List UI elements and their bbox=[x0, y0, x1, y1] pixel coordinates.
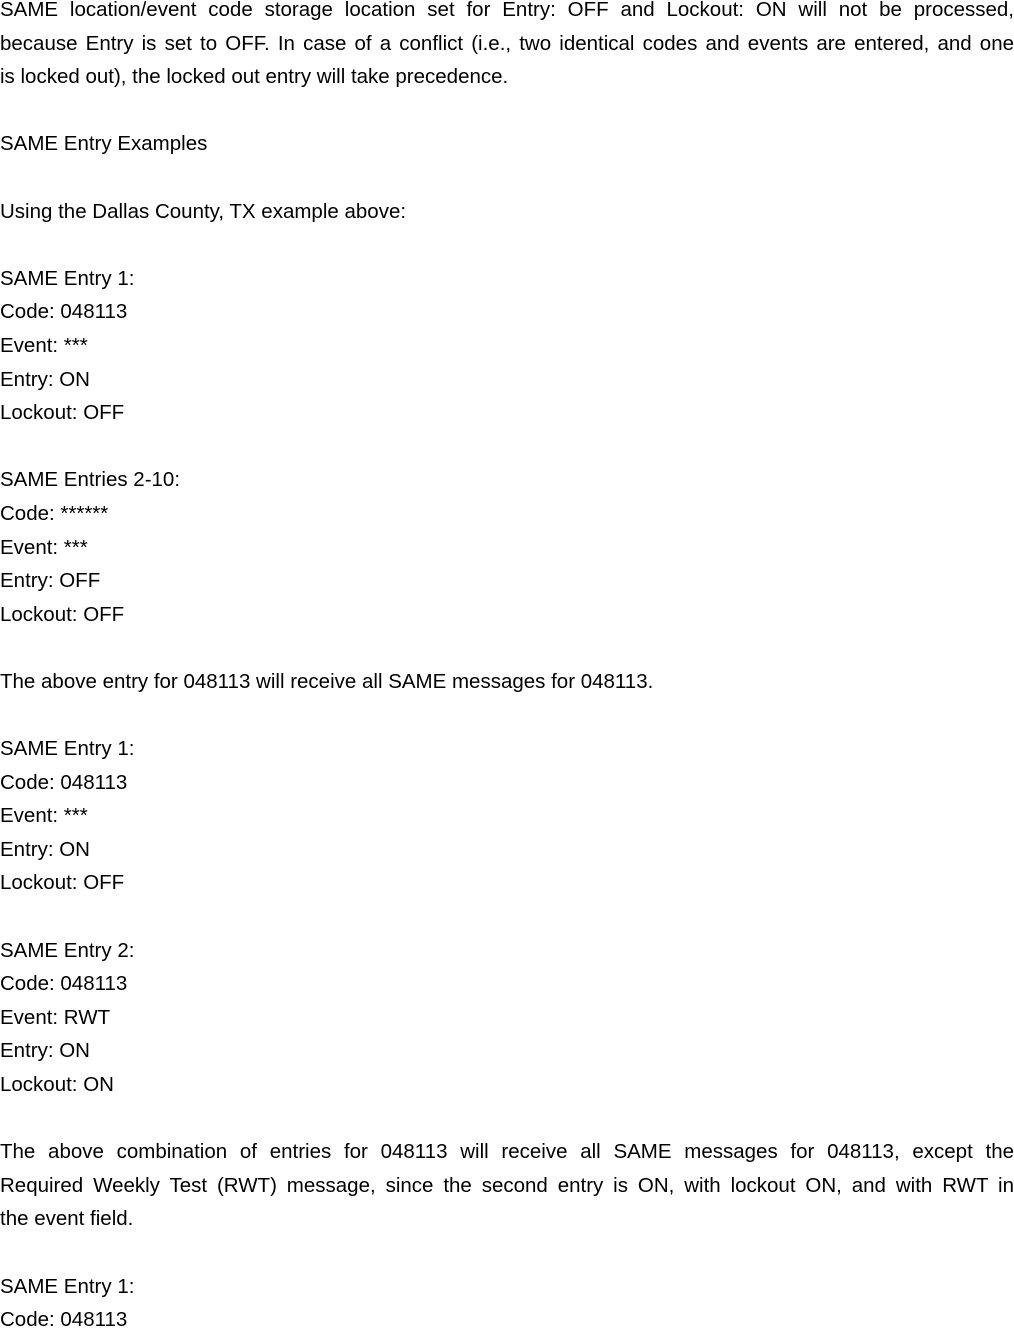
spacer bbox=[0, 228, 1014, 262]
spacer bbox=[0, 900, 1014, 934]
entry-state: Entry: ON bbox=[0, 367, 90, 391]
entry-state: Entry: OFF bbox=[0, 569, 101, 593]
entry-event: Event: *** bbox=[0, 535, 88, 559]
lead-sentence: Using the Dallas County, TX example above: bbox=[0, 199, 407, 223]
entry-heading: SAME Entries 2-10: bbox=[0, 468, 181, 492]
intro-paragraph-line: is locked out), the locked out entry will take precedence. bbox=[0, 65, 509, 89]
entry-code: Code: 048113 bbox=[0, 770, 128, 794]
entry-code: Code: 048113 bbox=[0, 300, 128, 324]
example2-summary-line: The above combination of entries for 048113 will receive all SAME messages for 048113, except the bbox=[0, 1140, 1014, 1164]
entry-code: Code: 048113 bbox=[0, 1308, 128, 1332]
spacer bbox=[0, 1102, 1014, 1136]
entry-lockout: Lockout: OFF bbox=[0, 602, 125, 626]
spacer bbox=[0, 698, 1014, 732]
entry-state: Entry: ON bbox=[0, 837, 90, 861]
example2-entry1-block bbox=[0, 732, 1014, 900]
entry-event: Event: *** bbox=[0, 804, 88, 828]
example1-entry1-block bbox=[0, 262, 1014, 430]
intro-paragraph-line: SAME location/event code storage location set for Entry: OFF and Lockout: ON will not be processed, bbox=[0, 0, 1014, 21]
example2-entry2-block bbox=[0, 934, 1014, 1102]
entry-heading: SAME Entry 1: bbox=[0, 266, 135, 290]
spacer bbox=[0, 161, 1014, 195]
entry-heading: SAME Entry 1: bbox=[0, 1274, 135, 1298]
example2-summary-line: the event field. bbox=[0, 1207, 134, 1231]
entry-state: Entry: ON bbox=[0, 1039, 90, 1063]
example2-summary-line: Required Weekly Test (RWT) message, since the second entry is ON, with lockout ON, and with RWT in bbox=[0, 1173, 1014, 1197]
entry-event: Event: RWT bbox=[0, 1005, 111, 1029]
intro-paragraph-line: because Entry is set to OFF. In case of a conflict (i.e., two identical codes and events are entered, and one bbox=[0, 31, 1014, 55]
example1-entries2-10-block bbox=[0, 463, 1014, 631]
example1-summary: The above entry for 048113 will receive all SAME messages for 048113. bbox=[0, 669, 654, 693]
entry-heading: SAME Entry 1: bbox=[0, 737, 135, 761]
spacer bbox=[0, 631, 1014, 665]
entry-code: Code: 048113 bbox=[0, 972, 128, 996]
entry-heading: SAME Entry 2: bbox=[0, 938, 135, 962]
entry-event: Event: *** bbox=[0, 333, 88, 357]
section-title: SAME Entry Examples bbox=[0, 132, 208, 156]
spacer bbox=[0, 1236, 1014, 1270]
spacer bbox=[0, 430, 1014, 464]
entry-lockout: Lockout: OFF bbox=[0, 871, 125, 895]
entry-lockout: Lockout: OFF bbox=[0, 401, 125, 425]
example3-entry1-block bbox=[0, 1270, 1014, 1337]
entry-code: Code: ****** bbox=[0, 501, 109, 525]
entry-lockout: Lockout: ON bbox=[0, 1073, 114, 1096]
spacer bbox=[0, 94, 1014, 128]
